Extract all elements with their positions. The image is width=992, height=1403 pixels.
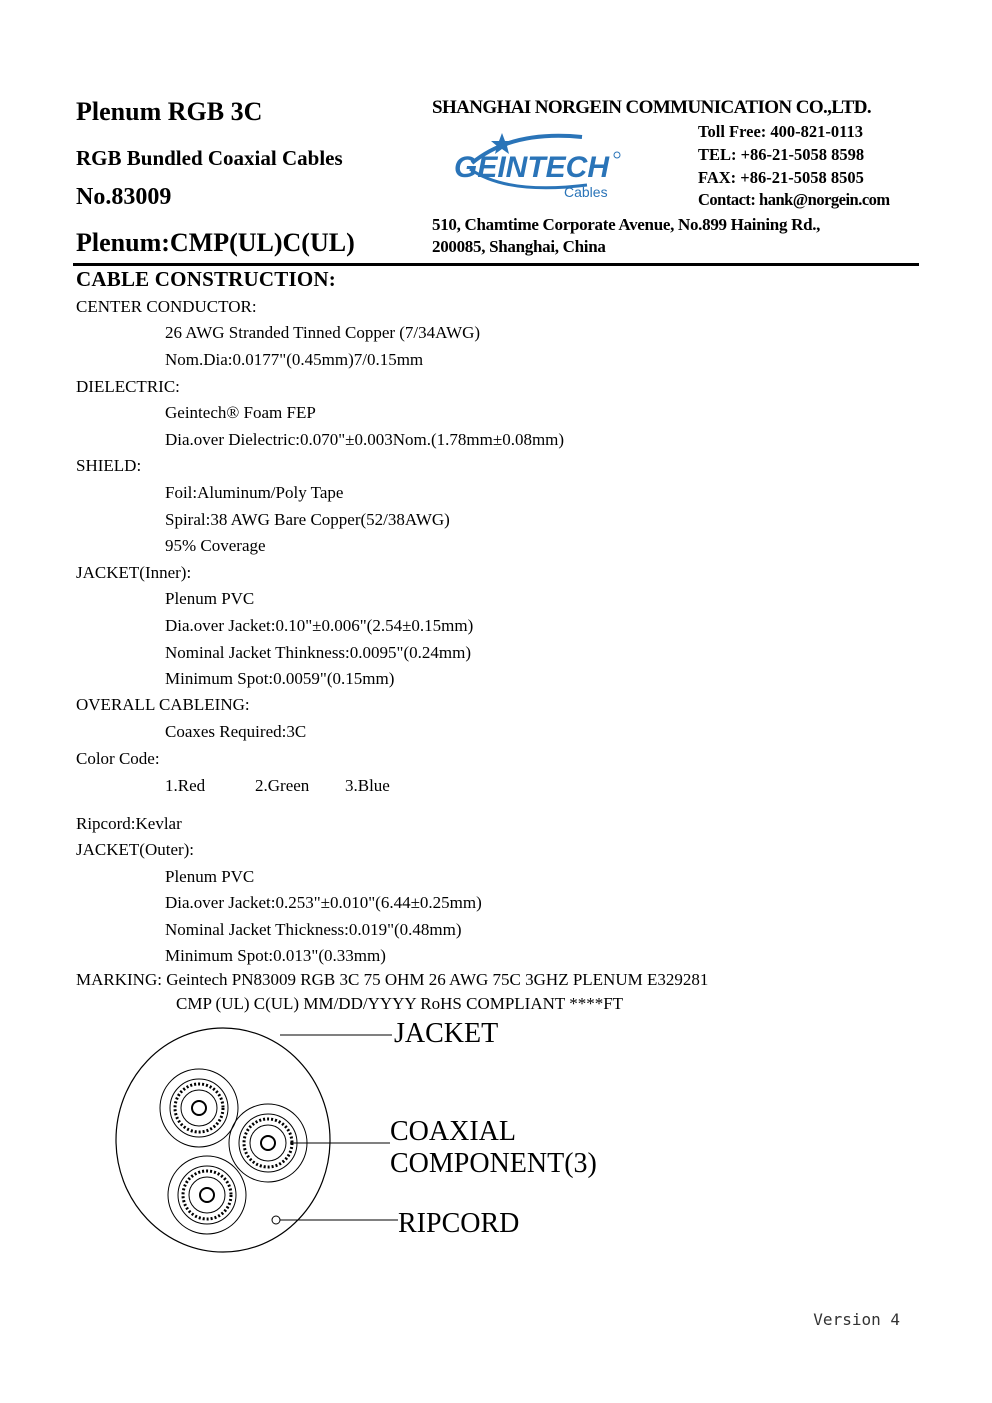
ripcord-label: RIPCORD (398, 1208, 520, 1239)
logo-wordmark: GEINTECH (454, 151, 610, 184)
geintech-logo (452, 125, 627, 200)
company-name: SHANGHAI NORGEIN COMMUNICATION CO.,LTD. (432, 97, 871, 118)
spec-line: Minimum Spot:0.0059"(0.15mm) (165, 669, 395, 688)
overall-cabling-label: OVERALL CABLEING: (76, 695, 250, 714)
section-heading: CABLE CONSTRUCTION: (76, 267, 336, 291)
shield-label: SHIELD: (76, 456, 142, 475)
spec-line: Nominal Jacket Thickness:0.019"(0.48mm) (165, 920, 462, 939)
product-title: Plenum RGB 3C (76, 97, 263, 126)
spec-line: Nom.Dia:0.0177"(0.45mm)7/0.15mm (165, 350, 424, 369)
spec-line: Geintech® Foam FEP (165, 403, 316, 422)
color-code-item: 1.Red (165, 776, 206, 795)
spec-line: Spiral:38 AWG Bare Copper(52/38AWG) (165, 510, 450, 529)
ripcord-circle (272, 1216, 280, 1224)
coaxial-component-label: COMPONENT(3) (390, 1148, 597, 1179)
jacket-label: JACKET (394, 1018, 499, 1049)
coax-component-3 (168, 1156, 246, 1234)
marking-line-1: MARKING: Geintech PN83009 RGB 3C 75 OHM 26 AWG 75C 3GHZ PLENUM E329281 (76, 970, 709, 989)
spec-line: Plenum PVC (165, 589, 255, 608)
coaxial-label: COAXIAL (390, 1116, 516, 1147)
marking-line-2: CMP (UL) C(UL) MM/DD/YYYY RoHS COMPLIANT ****FT (176, 994, 624, 1013)
plenum-rating: Plenum:CMP(UL)C(UL) (76, 228, 355, 257)
color-code-item: 2.Green (255, 776, 310, 795)
spec-line: Dia.over Jacket:0.253"±0.010"(6.44±0.25mm) (165, 893, 482, 912)
outer-jacket-label: JACKET(Outer): (76, 840, 195, 859)
dielectric-label: DIELECTRIC: (76, 377, 180, 396)
spec-line: Minimum Spot:0.013"(0.33mm) (165, 946, 386, 965)
spec-line: 26 AWG Stranded Tinned Copper (7/34AWG) (165, 323, 481, 342)
part-number: No.83009 (76, 184, 172, 210)
color-code-list (165, 776, 390, 796)
spec-line: Dia.over Jacket:0.10"±0.006"(2.54±0.15mm) (165, 616, 474, 635)
coax-component-1 (160, 1069, 238, 1147)
spec-line: Nominal Jacket Thinkness:0.0095"(0.24mm) (165, 643, 471, 662)
outer-jacket-circle (116, 1028, 330, 1252)
inner-jacket-label: JACKET(Inner): (76, 563, 192, 582)
spec-line: Foil:Aluminum/Poly Tape (165, 483, 344, 502)
address-line-2: 200085, Shanghai, China (432, 237, 606, 256)
contact-email[interactable]: Contact: hank@norgein.com (698, 190, 890, 209)
ripcord-spec: Ripcord:Kevlar (76, 814, 182, 833)
color-code-item: 3.Blue (345, 776, 390, 795)
address-line-1: 510, Chamtime Corporate Avenue, No.899 Haining Rd., (432, 215, 821, 234)
logo-subtext: Cables (564, 184, 608, 200)
center-conductor-label: CENTER CONDUCTOR: (76, 297, 257, 316)
color-code-label: Color Code: (76, 749, 160, 768)
spec-line: Plenum PVC (165, 867, 255, 886)
product-subtitle: RGB Bundled Coaxial Cables (76, 146, 343, 170)
header-divider (73, 263, 919, 266)
spec-line: 95% Coverage (165, 536, 266, 555)
fax: FAX: +86-21-5058 8505 (698, 168, 864, 187)
spec-line: Dia.over Dielectric:0.070"±0.003Nom.(1.78mm±0.08mm) (165, 430, 565, 449)
cable-cross-section-diagram (100, 1010, 660, 1300)
spec-line: Coaxes Required:3C (165, 722, 307, 741)
toll-free: Toll Free: 400-821-0113 (698, 122, 863, 141)
version-label: Version 4 (813, 1310, 900, 1329)
telephone: TEL: +86-21-5058 8598 (698, 145, 865, 164)
